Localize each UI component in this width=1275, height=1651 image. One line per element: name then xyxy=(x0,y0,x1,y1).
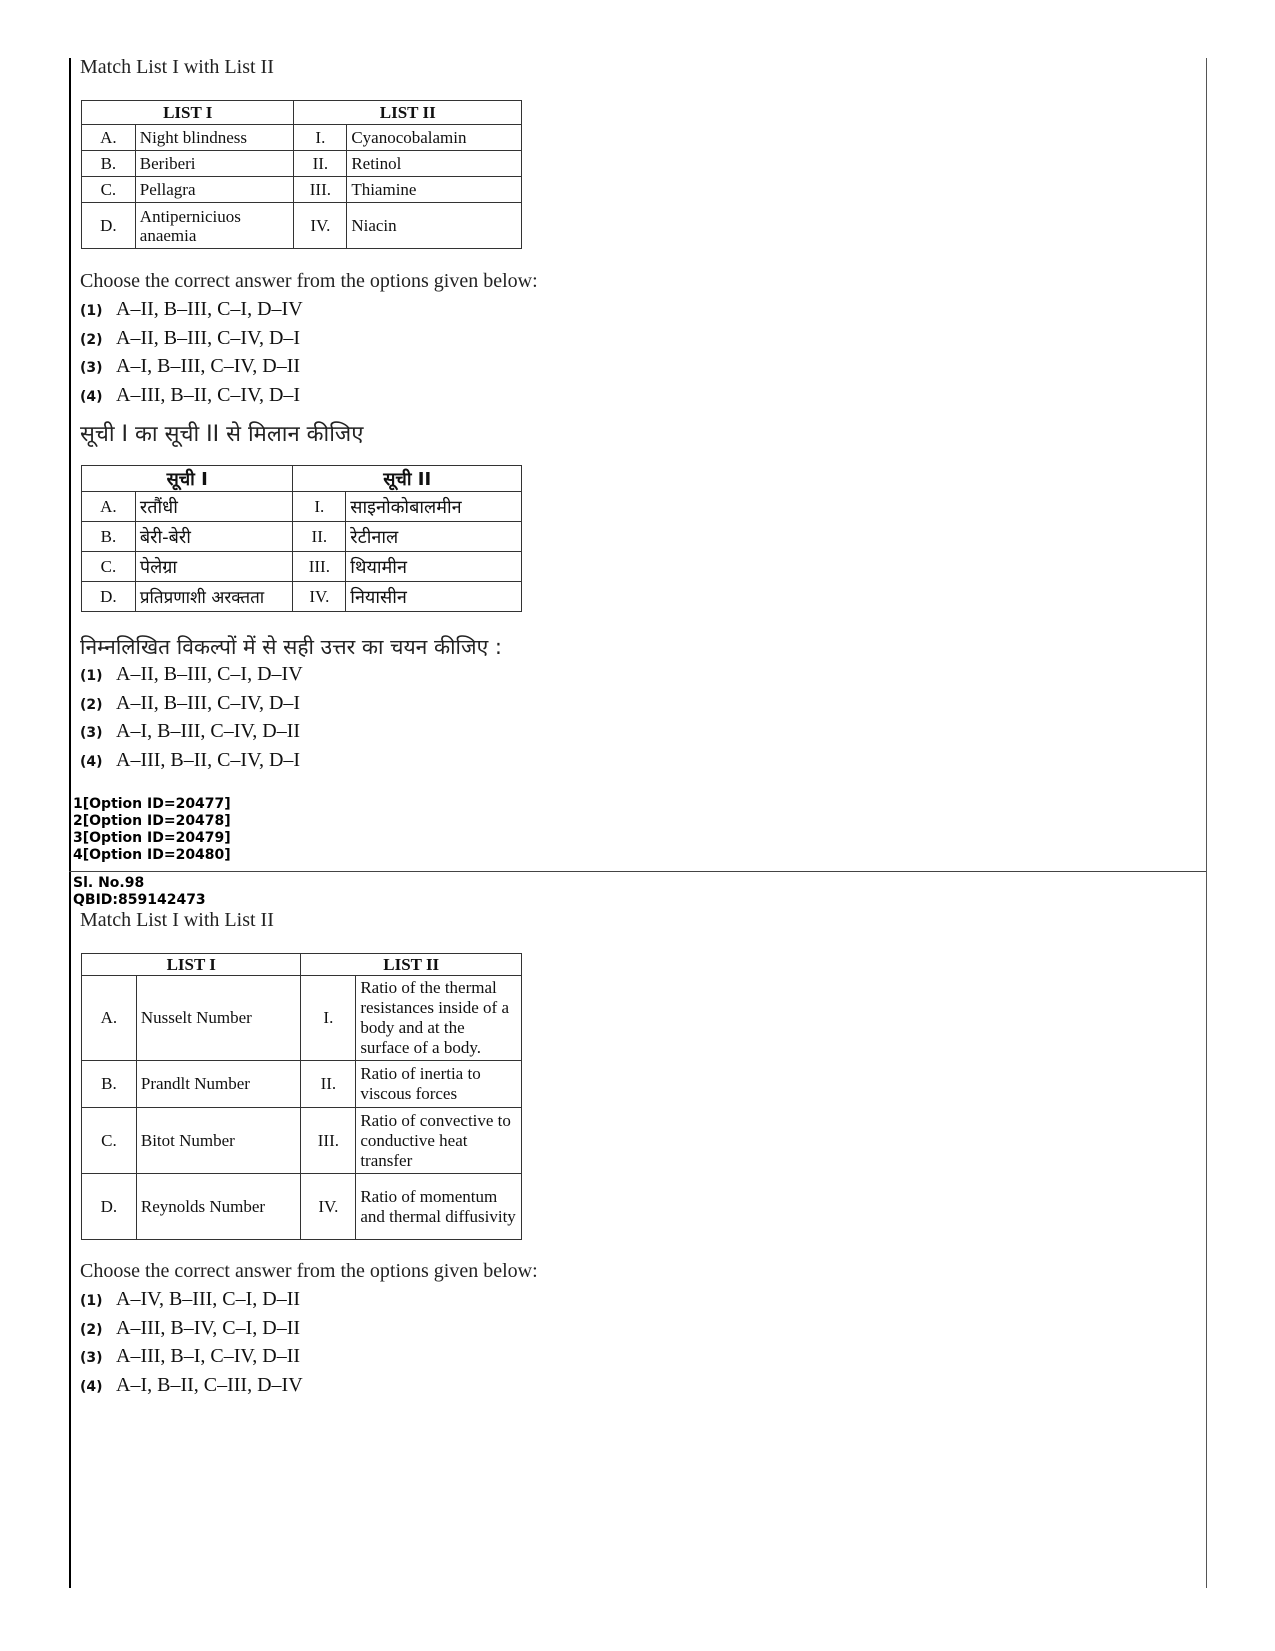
row-letter: C. xyxy=(82,552,136,582)
option-number: (3) xyxy=(80,360,103,376)
list2-item: थियामीन xyxy=(346,552,522,582)
q97-option-hi-1 xyxy=(80,663,303,686)
row-numeral: IV. xyxy=(301,1174,356,1240)
q97-table-hi-col1-header: सूची I xyxy=(82,466,293,492)
option-id: 4[Option ID=20480] xyxy=(73,847,231,863)
option-text: A–IV, B–III, C–I, D–II xyxy=(116,1288,301,1310)
option-number: (2) xyxy=(80,332,103,348)
option-text: A–II, B–III, C–I, D–IV xyxy=(116,298,303,320)
q97-option-hi-3 xyxy=(80,720,300,743)
row-numeral: III. xyxy=(301,1108,356,1174)
q98-heading-en: Match List I with List II xyxy=(80,909,274,931)
row-numeral: II. xyxy=(293,522,346,552)
table-row xyxy=(82,203,522,249)
row-letter: D. xyxy=(82,1174,137,1240)
table-row xyxy=(82,976,522,1061)
q98-option-4 xyxy=(80,1374,303,1397)
option-number: (2) xyxy=(80,1322,103,1338)
option-number: (4) xyxy=(80,754,103,770)
q97-heading-hi: सूची I का सूची II से मिलान कीजिए xyxy=(80,422,364,447)
option-text: A–I, B–III, C–IV, D–II xyxy=(116,355,301,377)
option-id: 3[Option ID=20479] xyxy=(73,830,231,846)
question-separator xyxy=(69,871,1206,872)
q98-table-col2-header: LIST II xyxy=(301,954,522,976)
option-number: (2) xyxy=(80,697,103,713)
option-text: A–I, B–II, C–III, D–IV xyxy=(116,1374,303,1396)
q98-qbid: QBID:859142473 xyxy=(73,892,206,908)
option-text: A–III, B–IV, C–I, D–II xyxy=(116,1317,301,1339)
q98-option-3 xyxy=(80,1345,300,1368)
table-row xyxy=(82,492,522,522)
q98-table-col1-header: LIST I xyxy=(82,954,301,976)
list1-item: Prandlt Number xyxy=(136,1061,301,1108)
row-letter: B. xyxy=(82,151,136,177)
q97-option-en-3 xyxy=(80,355,300,378)
option-text: A–II, B–III, C–IV, D–I xyxy=(116,692,301,714)
list2-item: साइनोकोबालमीन xyxy=(346,492,522,522)
row-letter: A. xyxy=(82,125,136,151)
q98-match-table-en xyxy=(81,953,522,1240)
row-letter: D. xyxy=(82,203,136,249)
list2-item: Niacin xyxy=(347,203,522,249)
list2-item: Thiamine xyxy=(347,177,522,203)
list1-item: Reynolds Number xyxy=(136,1174,301,1240)
list1-item: Bitot Number xyxy=(136,1108,301,1174)
option-number: (4) xyxy=(80,389,103,405)
row-numeral: III. xyxy=(294,177,347,203)
q98-option-1 xyxy=(80,1288,300,1311)
page-frame-right xyxy=(1206,58,1207,1588)
table-row xyxy=(82,582,522,612)
q97-option-hi-2 xyxy=(80,692,300,715)
q98-sl-no: Sl. No.98 xyxy=(73,875,145,891)
option-text: A–II, B–III, C–I, D–IV xyxy=(116,663,303,685)
q97-option-hi-4 xyxy=(80,749,300,772)
list2-item: Ratio of convective to conductive heat transfer xyxy=(356,1108,522,1174)
list2-item: Retinol xyxy=(347,151,522,177)
option-text: A–II, B–III, C–IV, D–I xyxy=(116,327,301,349)
list1-item: Beriberi xyxy=(135,151,294,177)
q98-option-2 xyxy=(80,1317,300,1340)
q97-option-en-1 xyxy=(80,298,303,321)
list2-item: Ratio of the thermal resistances inside of a body and at the surface of a body. xyxy=(356,976,522,1061)
option-text: A–I, B–III, C–IV, D–II xyxy=(116,720,301,742)
page-frame-left xyxy=(69,58,71,1588)
list2-item: Ratio of inertia to viscous forces xyxy=(356,1061,522,1108)
option-text: A–III, B–I, C–IV, D–II xyxy=(116,1345,301,1367)
row-numeral: II. xyxy=(294,151,347,177)
table-row xyxy=(82,1174,522,1240)
table-row xyxy=(82,522,522,552)
row-numeral: III. xyxy=(293,552,346,582)
row-numeral: II. xyxy=(301,1061,356,1108)
option-number: (1) xyxy=(80,1293,103,1309)
option-number: (3) xyxy=(80,1350,103,1366)
list1-item: रतौंधी xyxy=(135,492,293,522)
option-number: (3) xyxy=(80,725,103,741)
list1-item: Night blindness xyxy=(135,125,294,151)
q97-option-en-4 xyxy=(80,384,300,407)
q97-choose-hi: निम्नलिखित विकल्पों में से सही उत्तर का चयन कीजिए : xyxy=(80,635,502,659)
list1-item: Pellagra xyxy=(135,177,294,203)
row-letter: D. xyxy=(82,582,136,612)
list2-item: Cyanocobalamin xyxy=(347,125,522,151)
table-row xyxy=(82,552,522,582)
list1-item: Antiperniciuos anaemia xyxy=(135,203,294,249)
row-numeral: IV. xyxy=(293,582,346,612)
row-letter: C. xyxy=(82,177,136,203)
table-row xyxy=(82,151,522,177)
list2-item: रेटीनाल xyxy=(346,522,522,552)
option-number: (1) xyxy=(80,303,103,319)
list2-item: Ratio of momentum and thermal diffusivity xyxy=(356,1174,522,1240)
q98-choose-en: Choose the correct answer from the options given below: xyxy=(80,1260,538,1282)
table-row xyxy=(82,125,522,151)
table-row xyxy=(82,177,522,203)
q97-option-ids xyxy=(73,796,231,864)
row-numeral: I. xyxy=(293,492,346,522)
q97-match-table-hi xyxy=(81,465,522,612)
table-row xyxy=(82,1108,522,1174)
q97-choose-en: Choose the correct answer from the options given below: xyxy=(80,270,538,292)
q97-table-en-col1-header: LIST I xyxy=(82,101,294,125)
q98-meta xyxy=(73,875,206,909)
q97-table-en-col2-header: LIST II xyxy=(294,101,522,125)
list1-item: Nusselt Number xyxy=(136,976,301,1061)
row-numeral: I. xyxy=(294,125,347,151)
row-letter: B. xyxy=(82,522,136,552)
list1-item: प्रतिप्रणाशी अरक्तता xyxy=(135,582,293,612)
row-numeral: IV. xyxy=(294,203,347,249)
list1-item: पेलेग्रा xyxy=(135,552,293,582)
option-number: (1) xyxy=(80,668,103,684)
q97-option-en-2 xyxy=(80,327,300,350)
option-id: 2[Option ID=20478] xyxy=(73,813,231,829)
option-text: A–III, B–II, C–IV, D–I xyxy=(116,384,301,406)
row-letter: A. xyxy=(82,492,136,522)
q97-match-table-en xyxy=(81,100,522,249)
list1-item: बेरी-बेरी xyxy=(135,522,293,552)
option-id: 1[Option ID=20477] xyxy=(73,796,231,812)
q97-table-hi-col2-header: सूची II xyxy=(293,466,522,492)
q97-heading-en: Match List I with List II xyxy=(80,56,274,78)
row-letter: B. xyxy=(82,1061,137,1108)
row-numeral: I. xyxy=(301,976,356,1061)
table-row xyxy=(82,1061,522,1108)
option-text: A–III, B–II, C–IV, D–I xyxy=(116,749,301,771)
row-letter: A. xyxy=(82,976,137,1061)
option-number: (4) xyxy=(80,1379,103,1395)
row-letter: C. xyxy=(82,1108,137,1174)
list2-item: नियासीन xyxy=(346,582,522,612)
